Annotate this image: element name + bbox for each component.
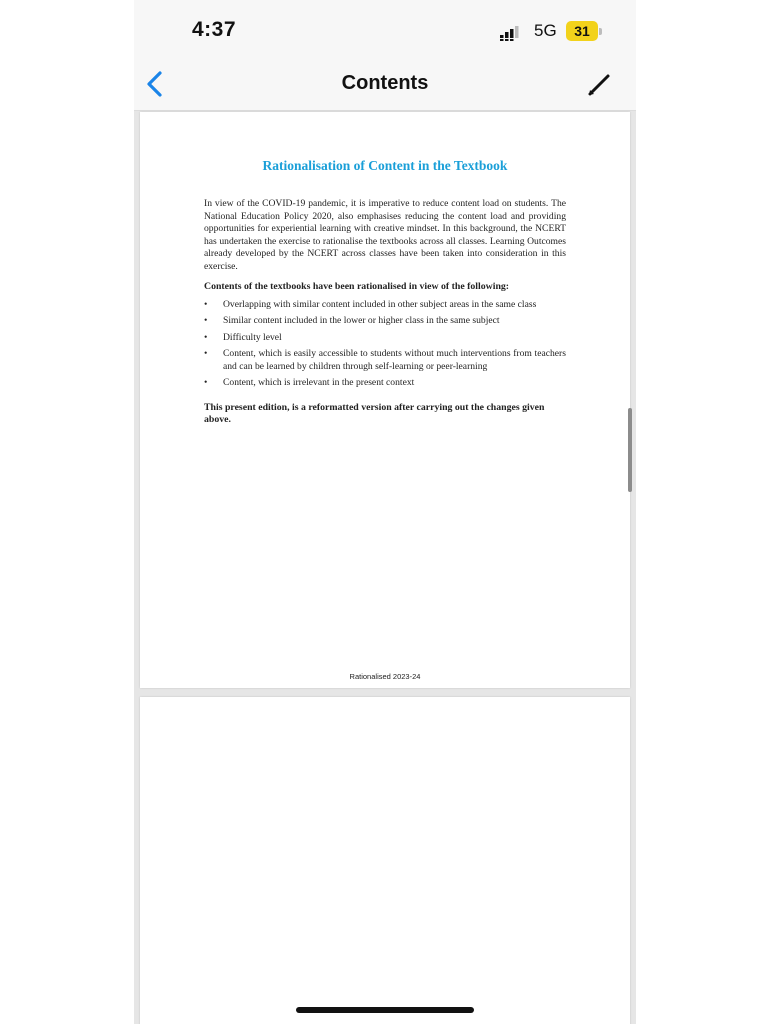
closing-note: This present edition, is a reformatted version after carrying out the changes given above. — [204, 401, 545, 425]
status-time: 4:37 — [192, 18, 237, 41]
criteria-list — [204, 299, 566, 390]
phone-screen — [134, 0, 636, 1024]
home-indicator[interactable] — [296, 1007, 474, 1013]
document-body — [204, 198, 566, 427]
document-page-1[interactable] — [140, 112, 630, 688]
criteria-heading: Contents of the textbooks have been rationalised in view of the following: — [204, 281, 510, 292]
page-title: Contents — [341, 72, 429, 94]
document-title: Rationalisation of Content in the Textbook — [262, 158, 508, 173]
document-page-2[interactable] — [140, 697, 630, 1024]
bullet-icon: • — [204, 331, 208, 343]
intro-paragraph: In view of the COVID-19 pandemic, it is imperative to reduce content load on students. The National Education Policy 2020, also emphasises reducing the content load and providing opportunities for experiential learning with creative mindset. In this background, the NCERT has undertaken the exercise to rationalise the textbooks across all classes. Learning Outcomes already developed by the NCERT across classes have been taken into consideration in this exercise. — [204, 198, 566, 272]
navigation-bar — [134, 60, 636, 111]
list-item: • Similar content included in the lower or higher class in the same subject — [204, 315, 500, 326]
bullet-icon: • — [204, 348, 208, 359]
list-item: • Difficulty level — [204, 331, 282, 343]
page-footer: Rationalised 2023-24 — [349, 672, 421, 681]
bullet-icon: • — [204, 298, 208, 310]
battery-icon: 31 — [566, 21, 598, 41]
network-type: 5G — [534, 21, 557, 40]
pencil-markup-icon[interactable] — [586, 70, 614, 98]
bullet-icon: • — [204, 377, 208, 388]
cellular-signal-icon — [500, 25, 520, 41]
status-bar — [134, 0, 636, 60]
battery-nub — [599, 28, 602, 35]
list-item: • Content, which is irrelevant in the present context — [204, 377, 415, 388]
list-item: • Overlapping with similar content included in other subject areas in the same class — [204, 298, 537, 310]
list-item: • Content, which is easily accessible to students without much interventions from teachers and can be learned by children through self-learning or peer-learning — [204, 348, 566, 372]
bullet-icon: • — [204, 315, 208, 326]
scrollbar[interactable] — [628, 408, 632, 492]
